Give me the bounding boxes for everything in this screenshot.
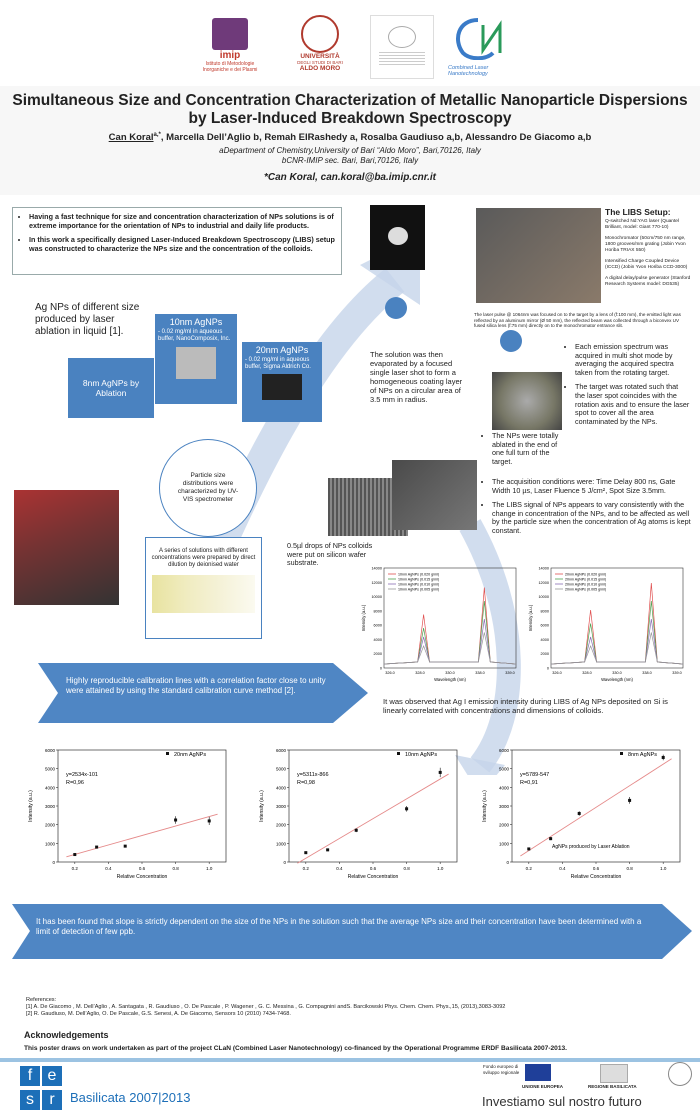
spectrum-x-tick: 339.0	[672, 671, 682, 675]
other-authors: , Marcella Dell’Aglio b, Remah ElRashedy a, Rosalba Gaudiuso a,b, Alessandro De Giacomo a,b	[160, 132, 592, 144]
x-axis-label: Relative Concentration	[116, 874, 168, 880]
legend-label: 20nm AgNPs	[174, 752, 207, 758]
affiliation-b: bCNR-IMIP sec. Bari, Bari,70126, Italy	[281, 156, 419, 165]
data-point	[628, 799, 631, 802]
data-point	[527, 847, 530, 850]
spectrum-y-tick: 10000	[371, 595, 382, 600]
conditions-bullet-2: • The LIBS signal of NPs appears to vary consistently with the change in concentration of the NPs, and to be affected as well by the particle size when the concentration of Ag atoms is kept constant.	[492, 501, 692, 535]
spectrum-x-tick: 330.0	[612, 671, 622, 675]
spectrum-legend-label: 20nm AgNPs (0.020 g/ml)	[565, 572, 607, 577]
right-bullet-2: • The target was rotated such that the laser spot coincides with the rotation axis and to ensure the laser spot to cover all the area contaminated by the NPs.	[575, 383, 690, 426]
poster-title: Simultaneous Size and Concentration Characterization of Metallic Nanoparticle Dispersions by Laser-Induced Breakdown Spectroscopy	[12, 92, 688, 127]
calibration-chart-20nm	[24, 740, 234, 890]
uniba-logo	[285, 15, 355, 80]
spectrum-y-tick: 8000	[540, 609, 549, 614]
libs-item-1: Q-switched Nd:YAG laser (Quantel Brilliant, model: Giant 770-10)	[605, 219, 680, 230]
x-tick-label: 0.2	[525, 866, 532, 871]
data-point	[95, 846, 98, 849]
y-tick-label: 0	[283, 860, 286, 865]
legend-marker	[166, 752, 169, 755]
y-tick-label: 2000	[275, 822, 286, 828]
y-tick-label: 5000	[275, 766, 286, 772]
first-author-sup: a,*	[153, 132, 161, 138]
spectrum-x-tick: 328.0	[415, 671, 425, 675]
x-tick-label: 1.0	[437, 866, 444, 871]
fesr-letter-f: f	[20, 1066, 40, 1086]
spectrum-x-tick: 330.0	[445, 671, 455, 675]
spectrum-x-tick: 326.0	[385, 671, 395, 675]
spectrum-line	[551, 583, 683, 664]
evaporate-text: The solution was then evaporated by a focused single laser shot to form a homogeneous coating layer of NPs on a circular area of 3.5 mm in radius.	[370, 350, 463, 404]
fit-equation: y=5789-547	[520, 772, 550, 778]
legend-label: 8nm AgNPs	[628, 752, 658, 758]
reference-1: [1] A. De Giacomo , M. Dell’Aglio , A. Santagata , R. Gaudiuso , O. De Pascale , P. Wagener , G. C. Messina , G. Compagnini andS. Barcikowski Phys. Chem. Chem. Phys.,15, (2013),3083-3092	[26, 1004, 506, 1010]
x-tick-label: 0.4	[105, 866, 112, 871]
data-point	[208, 819, 211, 822]
spectrum-y-label: Intensity (a.u.)	[528, 604, 533, 632]
y-tick-label: 5000	[44, 766, 55, 772]
fit-line	[297, 774, 448, 863]
slogan: Investiamo sul nostro futuro	[482, 1094, 642, 1109]
x-tick-label: 0.6	[138, 866, 146, 871]
libs-setup-panel	[605, 207, 695, 288]
intro-point-1: • Having a fast technique for size and concentration characterization of NPs solutions is of extreme importance for the orientation of NPs to industrial and daily life products.	[29, 212, 335, 230]
x-axis-label: Relative Concentration	[347, 874, 399, 880]
box-8nm	[68, 358, 154, 418]
fit-line	[66, 814, 217, 857]
spectrum-legend-label: 10nm AgNPs (0.015 g/ml)	[398, 577, 440, 582]
x-tick-label: 0.6	[369, 866, 377, 871]
fit-r-value: R=0,91	[520, 780, 538, 786]
data-point	[73, 853, 76, 856]
spectrum-20nm-chart	[525, 562, 690, 692]
spectrum-y-tick: 8000	[373, 609, 382, 614]
y-tick-label: 3000	[44, 804, 55, 809]
cnr-logo	[370, 15, 434, 79]
spectrum-y-tick: 4000	[373, 637, 382, 642]
italy-emblem	[668, 1062, 692, 1086]
uv-vis-spectrometer-photo	[14, 490, 119, 605]
regione-emblem	[600, 1064, 628, 1083]
spectrum-x-tick: 339.0	[505, 671, 515, 675]
ablated-bullet	[482, 432, 564, 472]
affiliation-a: aDepartment of Chemistry,University of Bari “Aldo Moro”, Bari,70126, Italy	[219, 146, 481, 155]
fit-r-value: R=0,98	[297, 780, 315, 786]
data-point	[355, 829, 358, 832]
y-tick-label: 4000	[275, 785, 286, 791]
observed-text: It was observed that Ag I emission intensity during LIBS of Ag NPs deposited on Si is linearly correlated with concentrations and dimensions of colloids.	[383, 697, 668, 715]
rotating-target-photo	[392, 460, 477, 530]
uniba-line3: ALDO MORO	[299, 65, 341, 72]
acknowledgements-text: This poster draws on work undertaken as part of the project CLaN (Combined Laser Nanotechnology) co-financed by the Operational Programme ERDF Basilicata 2007-2013.	[24, 1045, 568, 1052]
drops-text: 0.5µl drops of NPs colloids were put on silicon wafer substrate.	[287, 541, 373, 567]
spectrum-line	[384, 619, 516, 664]
x-tick-label: 0.8	[172, 866, 179, 871]
x-tick-label: 1.0	[660, 866, 667, 871]
clan-logo-icon	[448, 15, 508, 60]
spectrum-y-tick: 6000	[373, 623, 382, 628]
spectrum-legend-label: 10nm AgNPs (0.010 g/ml)	[398, 582, 440, 587]
spectrum-y-tick: 10000	[538, 595, 549, 600]
y-tick-label: 1000	[498, 841, 509, 847]
x-tick-label: 0.2	[71, 866, 78, 871]
x-tick-label: 0.4	[336, 866, 343, 871]
data-point	[439, 771, 442, 774]
calibration-chart-10nm	[255, 740, 465, 890]
reference-2: [2] R. Gaudiuso, M. Dell’Aglio, O. De Pascale, G.S. Senesi, A. De Giacomo, Sensors 10 (2010) 7434-7468.	[26, 1011, 291, 1017]
fit-r-value: R=0,96	[66, 780, 84, 786]
flow-dot-2	[500, 330, 522, 352]
legend-marker	[397, 752, 400, 755]
libs-item-2: Monochromator (50cm/750 nm range, 1800 grooves/mm grating (Jobin Yvon Horiba TRIAX 550)	[605, 236, 686, 253]
spectrum-line	[551, 633, 683, 665]
y-tick-label: 6000	[275, 748, 286, 753]
data-point	[578, 812, 581, 815]
spectrum-y-tick: 2000	[540, 652, 549, 657]
spectrum-10nm-chart	[358, 562, 523, 692]
plot-frame	[289, 750, 457, 862]
spectrum-legend-label: 20nm AgNPs (0.010 g/ml)	[565, 582, 607, 587]
data-point	[405, 807, 408, 810]
ablated-text: • The NPs were totally ablated in the end of one full turn of the target.	[492, 432, 564, 466]
box-20nm-desc: - 0.02 mg/ml in aqueous buffer, Sigma Aldrich Co.	[245, 357, 311, 370]
imip-logo-subtitle: Istituto di Metodologie Inorganiche e dei Plasmi	[202, 61, 258, 73]
uniba-line2: DEGLI STUDI DI BARI	[297, 60, 343, 65]
contact-email: *Can Koral, can.koral@ba.imip.cnr.it	[263, 172, 437, 183]
y-tick-label: 3000	[275, 804, 286, 809]
y-axis-label: Intensity (a.u.)	[28, 790, 34, 822]
box-8nm-title: 8nm AgNPs by Ablation	[82, 378, 140, 398]
footer	[0, 1058, 700, 1119]
calibration-band-text: Highly reproducible calibration lines with a correlation factor close to unity were attained by using the standard calibration curve method [2].	[66, 676, 326, 695]
spectrum-y-label: Intensity (a.u.)	[361, 604, 366, 632]
y-tick-label: 0	[506, 860, 509, 865]
spectrum-x-label: Wavelength (nm)	[434, 677, 466, 682]
fesr-letter-e: e	[42, 1066, 62, 1086]
libs-item-4: A digital delay/pulse generator (Stanford Research Systems model: DG535)	[605, 276, 691, 287]
eu-flag	[525, 1064, 551, 1081]
conditions-bullets	[482, 478, 692, 542]
legend-label: 10nm AgNPs	[405, 752, 438, 758]
libs-item-3: Intensified Charge Coupled Device (ICCD) (Jobin Yvon Horiba CCD-3000)	[605, 259, 688, 270]
fit-equation: y=5311x-866	[297, 772, 329, 778]
dilution-photo	[152, 575, 255, 613]
conclusion-band-text: It has been found that slope is strictly dependent on the size of the NPs in the solution such that the average NPs size and their concentration have been determined with a limit of detection of few ppb.	[36, 917, 642, 936]
imip-logo-text: imip	[219, 50, 241, 61]
y-axis-label: Intensity (a.u.)	[259, 790, 265, 822]
y-tick-label: 6000	[498, 748, 509, 753]
spectrum-line	[551, 601, 683, 664]
y-tick-label: 4000	[498, 785, 509, 791]
y-tick-label: 3000	[498, 804, 509, 809]
regione-label: REGIONE BASILICATA	[588, 1084, 637, 1089]
fesr-letter-r: r	[42, 1090, 62, 1110]
spectrum-y-tick: 0	[546, 666, 549, 671]
data-point	[549, 837, 552, 840]
y-tick-label: 2000	[498, 822, 509, 828]
ag-nps-text: Ag NPs of different size produced by laser ablation in liquid [1].	[35, 302, 140, 337]
spectrum-y-tick: 14000	[538, 566, 549, 571]
intro-box	[12, 207, 342, 275]
libs-setup-title: The LIBS Setup:	[605, 207, 671, 217]
data-point	[304, 851, 307, 854]
x-tick-label: 0.6	[592, 866, 600, 871]
x-tick-label: 0.8	[403, 866, 410, 871]
spectrum-y-tick: 2000	[373, 652, 382, 657]
x-tick-label: 0.4	[559, 866, 566, 871]
uniba-line1: UNIVERSITÀ	[300, 53, 340, 60]
tem-20nm-image	[262, 374, 302, 400]
x-tick-label: 0.2	[302, 866, 309, 871]
spectrum-x-tick: 338.0	[642, 671, 652, 675]
clan-logo	[448, 15, 508, 75]
right-bullets	[565, 343, 690, 432]
spectrum-y-tick: 0	[379, 666, 382, 671]
spectrum-x-tick: 338.0	[475, 671, 485, 675]
right-bullet-1: • Each emission spectrum was acquired in multi shot mode by averaging the acquired spectra taken from the rotating target.	[575, 343, 690, 377]
y-tick-label: 1000	[44, 841, 55, 847]
fondo-text: Fondo europeo di sviluppo regionale	[483, 1064, 520, 1075]
flow-dot-1	[385, 297, 407, 319]
ue-label: UNIONE EUROPEA	[522, 1084, 564, 1089]
imip-logo	[195, 18, 265, 78]
spectrum-line	[551, 619, 683, 664]
conditions-bullet-1: • The acquisition conditions were: Time Delay 800 ns, Gate Width 10 µs, Laser Fluence 5 J/cm², Spot Size 3.5mm.	[492, 478, 692, 495]
tem-10nm-image	[176, 347, 216, 379]
box-20nm-title: 20nm AgNPs	[255, 345, 309, 355]
spectrum-y-tick: 6000	[540, 623, 549, 628]
chart-annotation: AgNPs produced by Laser Ablation	[552, 844, 630, 850]
box-10nm-desc: - 0.02 mg/ml in aqueous buffer, NanoComposix, Inc.	[158, 329, 231, 342]
acknowledgements-title: Acknowledgements	[24, 1030, 109, 1040]
box-10nm	[155, 314, 237, 404]
spectrum-y-tick: 12000	[371, 580, 382, 585]
legend-marker	[620, 752, 623, 755]
clan-logo-text: Combined Laser Nanotechnology	[448, 65, 489, 77]
y-tick-label: 2000	[44, 822, 55, 828]
spectrum-line	[384, 633, 516, 665]
intro-point-2: • In this work a specifically designed Laser-Induced Breakdown Spectroscopy (LIBS) setup was constructed to characterize the NPs size and the concentration of the colloids.	[29, 235, 335, 253]
spectrum-legend-label: 10nm AgNPs (0.020 g/ml)	[398, 572, 440, 577]
libs-setup-photo	[476, 208, 601, 303]
references-title: References:	[26, 997, 57, 1003]
y-axis-label: Intensity (a.u.)	[482, 790, 488, 822]
x-tick-label: 0.8	[626, 866, 633, 871]
data-point	[174, 819, 177, 822]
spectrum-y-tick: 14000	[371, 566, 382, 571]
spectrum-legend-label: 10nm AgNPs (0.005 g/ml)	[398, 587, 440, 592]
spectrum-y-tick: 12000	[538, 580, 549, 585]
data-point	[662, 756, 665, 759]
data-point	[326, 848, 329, 851]
spectrum-x-label: Wavelength (nm)	[601, 677, 633, 682]
y-tick-label: 1000	[275, 841, 286, 847]
y-tick-label: 5000	[498, 766, 509, 772]
dilution-text: A series of solutions with different concentrations were prepared by direct dilution by deionised water	[151, 548, 256, 568]
basilicata-text: Basilicata 2007|2013	[70, 1090, 191, 1105]
author-list	[10, 132, 690, 143]
laser-shot-photo	[370, 205, 425, 270]
fesr-letter-s: s	[20, 1090, 40, 1110]
data-point	[124, 845, 127, 848]
spectrum-x-tick: 328.0	[582, 671, 592, 675]
x-tick-label: 1.0	[206, 866, 213, 871]
spectrum-line	[384, 601, 516, 664]
target-spot-photo	[492, 372, 562, 430]
x-axis-label: Relative Concentration	[570, 874, 622, 880]
first-author: Can Koral	[108, 132, 154, 144]
dilution-box	[145, 537, 262, 639]
fit-equation: y=2534x-101	[66, 772, 98, 778]
spectrum-y-tick: 4000	[540, 637, 549, 642]
libs-caption: The laser pulse @ 1064nm was focused on to the target by a lens of (f:100 mm), the emitted light was reflected by an aluminum mirror (Ø 50 mm), the reflected beam was collected through a biconvex UV fused silica lens (f:75 mm) directly on to the monochromator entrance slit.	[474, 312, 681, 329]
y-tick-label: 6000	[44, 748, 55, 753]
plot-frame	[58, 750, 226, 862]
calibration-chart-8nm	[478, 740, 688, 890]
spectrum-line	[384, 588, 516, 665]
spectrum-legend-label: 20nm AgNPs (0.005 g/ml)	[565, 587, 607, 592]
box-10nm-title: 10nm AgNPs	[169, 317, 223, 327]
uv-vis-text: Particle size distributions were characterized by UV-VIS spectrometer	[177, 472, 239, 503]
references	[26, 997, 686, 1018]
spectrum-legend-label: 20nm AgNPs (0.015 g/ml)	[565, 577, 607, 582]
box-20nm	[242, 342, 322, 422]
y-tick-label: 4000	[44, 785, 55, 791]
uv-vis-circle	[160, 440, 256, 536]
spectrum-x-tick: 326.0	[552, 671, 562, 675]
y-tick-label: 0	[52, 860, 55, 865]
